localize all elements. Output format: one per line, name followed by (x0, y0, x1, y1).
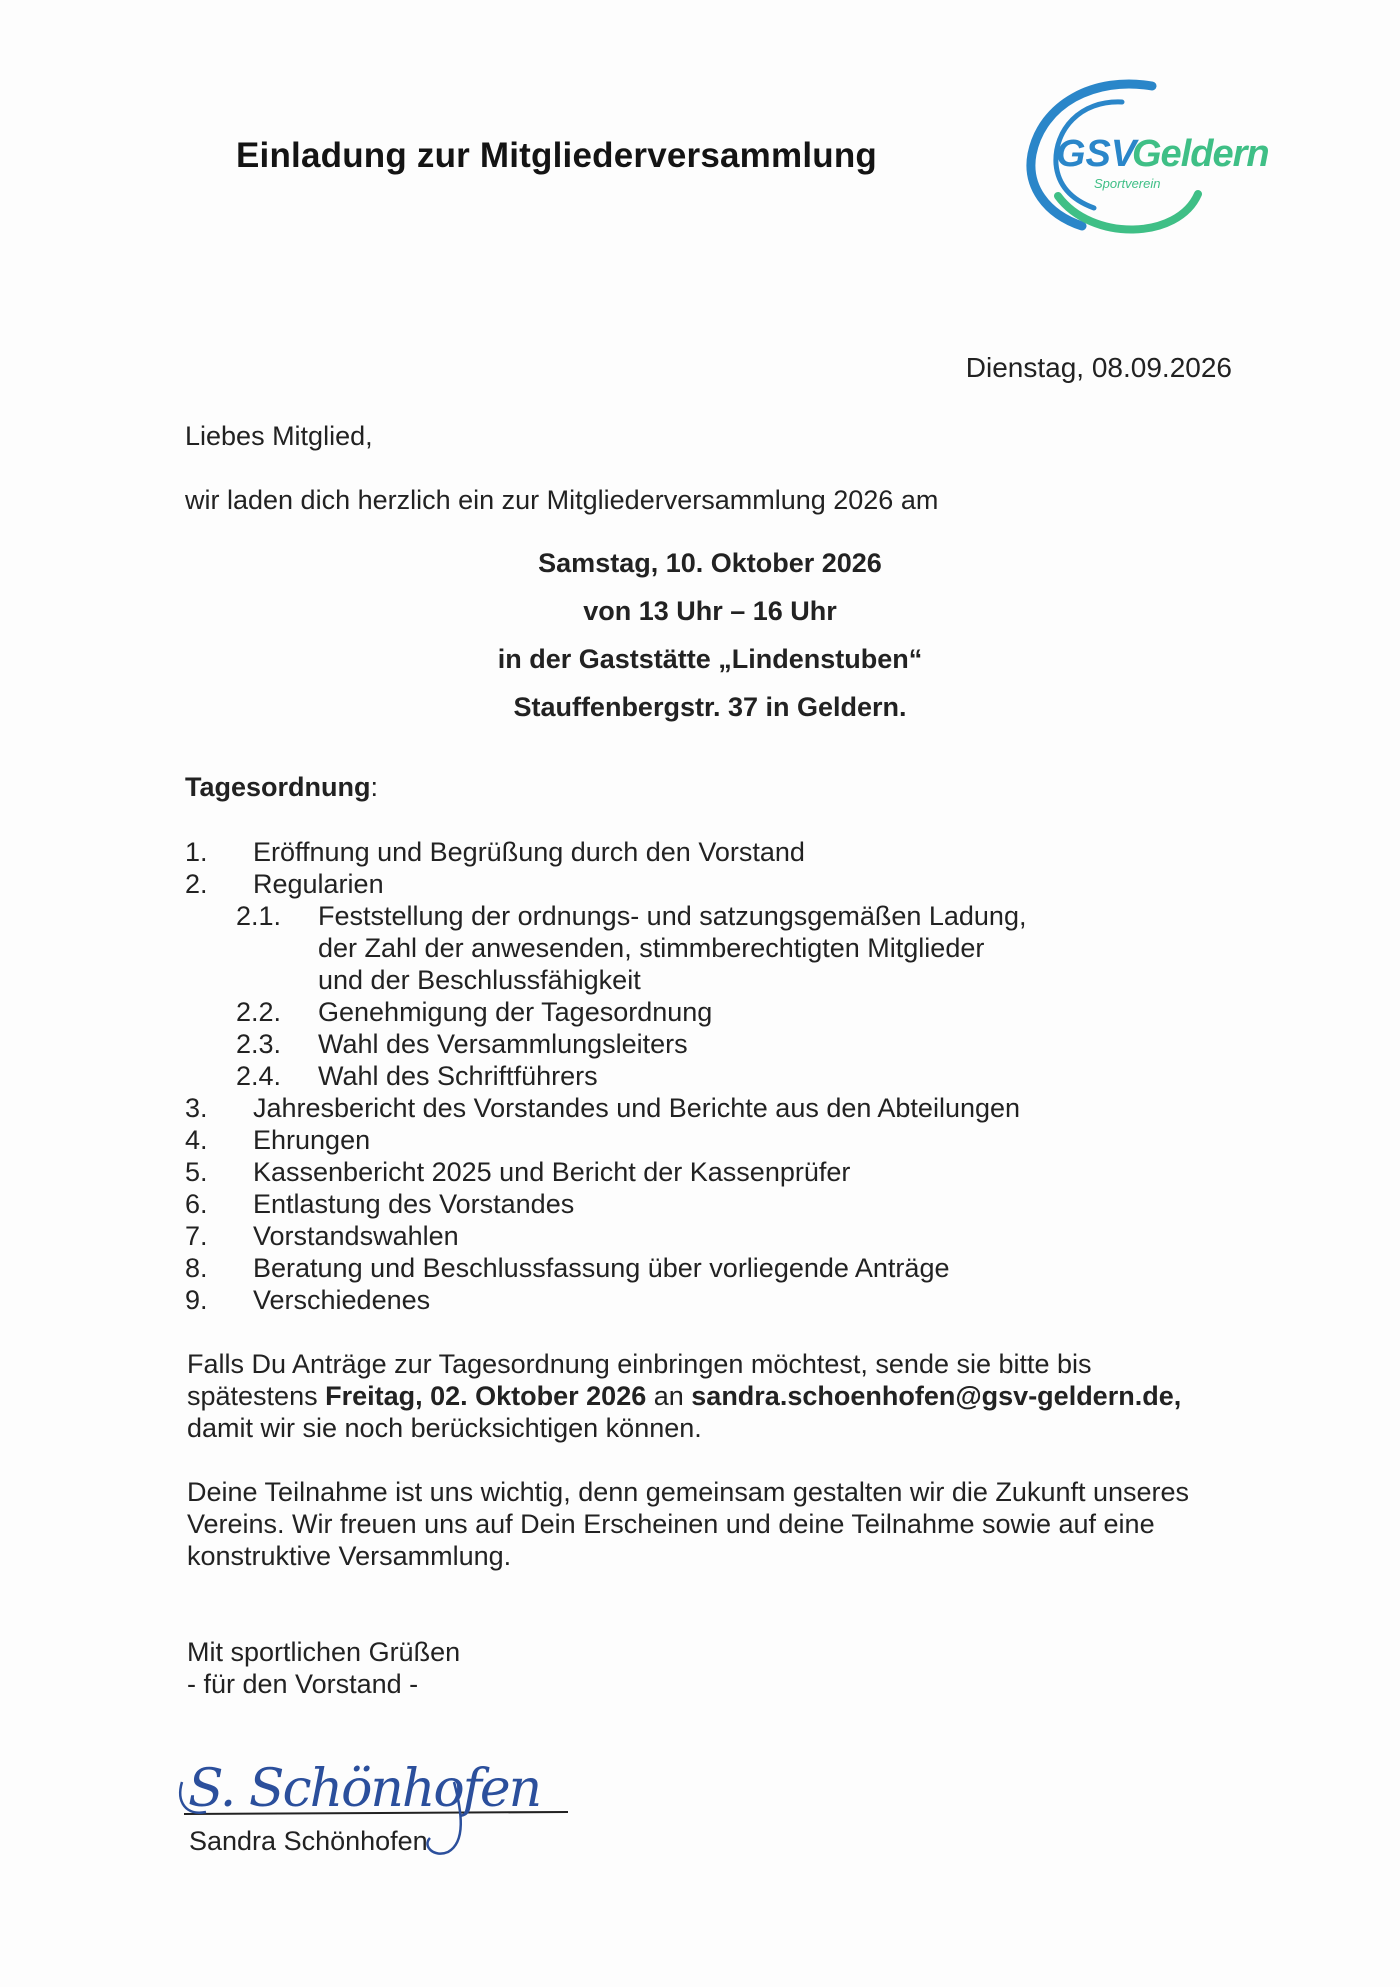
agenda-item-text: Wahl des Schriftführers (318, 1061, 598, 1091)
agenda-item-number: 9. (185, 1285, 208, 1315)
agenda-item-text: Kassenbericht 2025 und Bericht der Kassenprüfer (253, 1157, 851, 1187)
proposals-email: sandra.schoenhofen@gsv-geldern.de (691, 1381, 1174, 1411)
agenda-item-number: 4. (185, 1125, 208, 1155)
agenda-item-number: 3. (185, 1093, 208, 1123)
event-venue: in der Gaststätte „Lindenstuben“ (497, 644, 923, 674)
agenda-item-number: 2.4. (236, 1061, 282, 1091)
event-date: Samstag, 10. Oktober 2026 (538, 548, 882, 578)
event-time: von 13 Uhr – 16 Uhr (583, 596, 837, 626)
proposals-line-3: damit wir sie noch berücksichtigen können. (187, 1413, 702, 1443)
agenda-item-text: Vorstandswahlen (253, 1221, 459, 1251)
signature-script: S. Schönhofen (188, 1759, 541, 1819)
agenda-item-text: Feststellung der ordnungs- und satzungsgemäßen Ladung, (318, 901, 1027, 931)
participation-line-2: Vereins. Wir freuen uns auf Dein Erscheinen und deine Teilnahme sowie auf eine (187, 1509, 1155, 1539)
proposals-paragraph (187, 1348, 1267, 1444)
gsv-geldern-logo (1002, 74, 1272, 240)
agenda-item-text: Ehrungen (253, 1125, 371, 1155)
salutation: Liebes Mitglied, (185, 421, 373, 451)
closing (187, 1636, 460, 1700)
participation-paragraph (187, 1476, 1267, 1572)
logo-text-sportverein: Sportverein (1094, 176, 1161, 191)
agenda-item-number: 2.3. (236, 1029, 282, 1059)
proposals-deadline: Freitag, 02. Oktober 2026 (325, 1381, 647, 1411)
agenda-heading-text: Tagesordnung (185, 772, 371, 802)
agenda-heading (185, 772, 378, 803)
proposals-line-2 (187, 1380, 1267, 1412)
closing-board: - für den Vorstand - (187, 1669, 419, 1699)
proposals-text: an (646, 1381, 692, 1411)
logo-text-gsv: GSV (1056, 133, 1137, 175)
agenda-item-text: Beratung und Beschlussfassung über vorliegende Anträge (253, 1253, 950, 1283)
agenda-heading-colon: : (370, 772, 379, 802)
agenda-item-text: Wahl des Versammlungsleiters (318, 1029, 688, 1059)
agenda-item-text: Verschiedenes (253, 1285, 431, 1315)
agenda-item-number: 2.2. (236, 997, 282, 1027)
logo-text-geldern: Geldern (1132, 133, 1269, 175)
participation-line-3: konstruktive Versammlung. (187, 1541, 512, 1571)
agenda-item-number: 1. (185, 837, 208, 867)
letter-date: Dienstag, 08.09.2026 (965, 352, 1232, 383)
participation-line-1: Deine Teilnahme ist uns wichtig, denn gemeinsam gestalten wir die Zukunft unseres (187, 1477, 1190, 1507)
agenda-item-number: 7. (185, 1221, 208, 1251)
agenda-item-number: 2.1. (236, 901, 282, 931)
signatory-name: Sandra Schönhofen (189, 1826, 428, 1856)
proposals-comma: , (1173, 1381, 1182, 1411)
agenda-item-text: Jahresbericht des Vorstandes und Berichte aus den Abteilungen (253, 1093, 1021, 1123)
agenda-item-text: Entlastung des Vorstandes (253, 1189, 575, 1219)
agenda-item-text: Regularien (253, 869, 384, 899)
agenda-item-number: 6. (185, 1189, 208, 1219)
agenda-item-text: Genehmigung der Tagesordnung (318, 997, 713, 1027)
agenda-item-text: der Zahl der anwesenden, stimmberechtigten Mitglieder (318, 933, 985, 963)
intro-text: wir laden dich herzlich ein zur Mitgliederversammlung 2026 am (185, 485, 939, 515)
proposals-text: spätestens (187, 1381, 326, 1411)
agenda-item-number: 8. (185, 1253, 208, 1283)
agenda-item-text: Eröffnung und Begrüßung durch den Vorstand (253, 837, 805, 867)
agenda-item-text: und der Beschlussfähigkeit (318, 965, 641, 995)
agenda-item-number: 5. (185, 1157, 208, 1187)
closing-greeting: Mit sportlichen Grüßen (187, 1637, 461, 1667)
letter-title: Einladung zur Mitgliederversammlung (236, 136, 877, 175)
proposals-line-1: Falls Du Anträge zur Tagesordnung einbringen möchtest, sende sie bitte bis (187, 1349, 1092, 1379)
event-address: Stauffenbergstr. 37 in Geldern. (513, 692, 907, 722)
agenda-item-number: 2. (185, 869, 208, 899)
